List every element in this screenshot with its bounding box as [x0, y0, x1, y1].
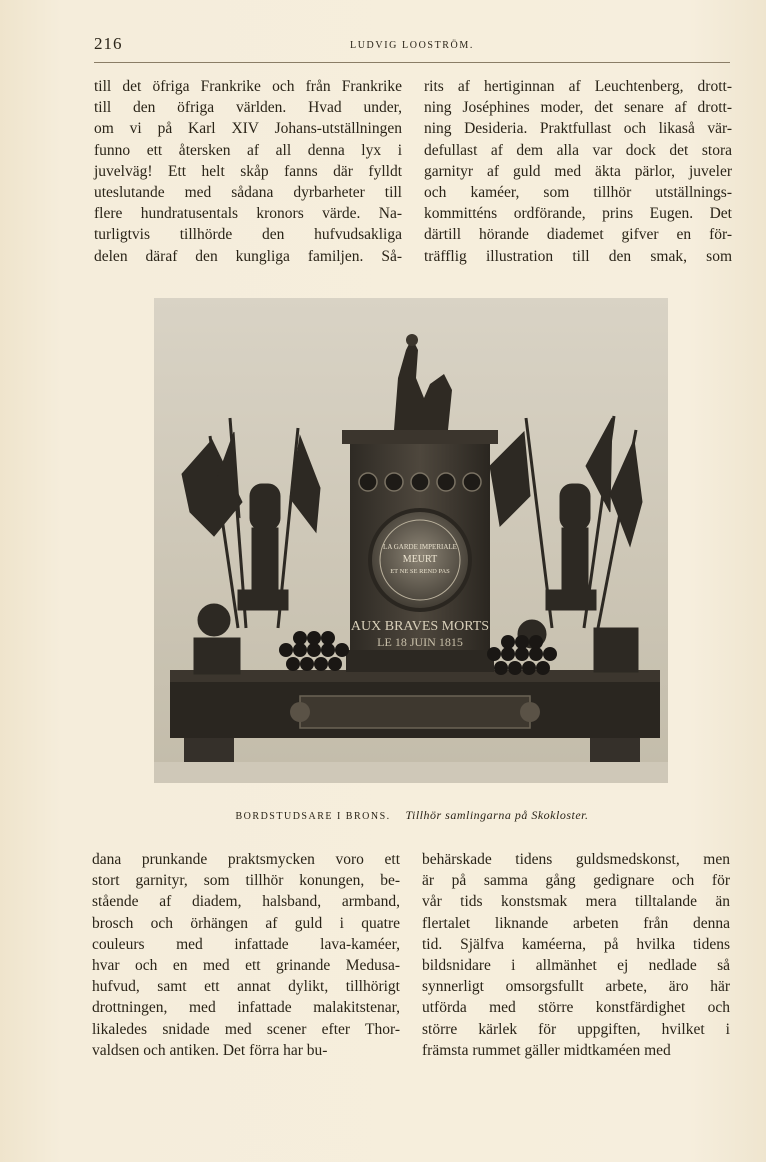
caption-source: Tillhör samlingarna på Skokloster.	[405, 808, 589, 822]
text-line: brosch och örhängen af guld i quatre	[92, 914, 400, 932]
text-line: till det öfriga Frankrike och från Frankrike	[94, 78, 402, 95]
text-line: bildsnidare i allmänhet ej nedlade så	[422, 957, 730, 975]
page-number: 216	[94, 34, 123, 53]
text-line: likaledes snidade med scener efter Thor-	[92, 1020, 400, 1038]
text-line: därtill hörande diademet gifver en för-	[424, 226, 732, 244]
running-head: LUDVIG LOOSTRÖM.	[350, 40, 474, 51]
text-line: turligtvis tillhörde den hufvudsakliga	[94, 226, 402, 244]
text-line: större kärlek för uppgiften, hvilket i	[422, 1020, 730, 1038]
text-line: flertalet liknande arbeten från denna	[422, 914, 730, 932]
bronze-centrepiece-illustration	[154, 298, 668, 783]
text-line: vår tids konstsmak mera tilltalande än	[422, 893, 730, 911]
caption-label: BORDSTUDSARE I BRONS.	[235, 811, 391, 822]
text-line: hufvud, samt ett annat dylikt, tillhörigt	[92, 978, 400, 996]
text-line: juvelväg! Ett helt skåp fanns där fylldt	[94, 162, 402, 180]
plaque-text: ET NE SE REND PAS	[390, 568, 450, 575]
text-line: couleurs med infattade lava-kaméer,	[92, 935, 400, 953]
text-line: funno ett återsken af all denna lyx i	[94, 141, 402, 159]
text-line: och kaméer, som tillhör utställnings-	[424, 184, 732, 202]
inscription-text: LE 18 JUIN 1815	[377, 635, 463, 649]
text-line: ning Desideria. Praktfullast och likaså vär-	[424, 120, 732, 138]
text-line: främsta rummet gäller midtkaméen med	[422, 1041, 671, 1059]
text-line: uteslutande med sådana dyrbarheter till	[94, 184, 402, 202]
text-line: dana prunkande praktsmycken voro ett	[92, 851, 400, 868]
text-column-bottom-right	[422, 849, 730, 1061]
plaque-text: LA GARDE IMPERIALE	[383, 543, 457, 551]
text-line: utförda med större konstfärdighet och	[422, 999, 730, 1017]
text-line: behärskade tidens guldsmedskonst, men	[422, 851, 730, 868]
text-line: synnerligt omsorgsfullt arbete, äro här	[422, 978, 730, 996]
text-line: kommitténs ordförande, prins Eugen. Det	[424, 205, 732, 223]
text-line: garnityr af guld med äkta pärlor, juveler	[424, 162, 732, 180]
figure-bronze-centrepiece	[154, 298, 668, 783]
text-line: hvar och en med ett grinande Medusa-	[92, 957, 400, 975]
text-column-bottom-left	[92, 849, 400, 1061]
text-line: till den öfriga världen. Hvad under,	[94, 99, 402, 117]
text-line: stort garnityr, som tillhör konungen, be-	[92, 872, 400, 890]
text-column-top-right	[424, 76, 732, 267]
text-line: tid. Själfva kaméerna, på hvilka tidens	[422, 935, 730, 953]
text-line: om vi på Karl XIV Johans-utställningen	[94, 120, 402, 138]
header-rule	[94, 62, 730, 63]
text-line: defullast af dem alla var dock det stora	[424, 141, 732, 159]
text-line: rits af hertiginnan af Leuchtenberg, drott-	[424, 78, 732, 95]
text-line: ning Joséphines moder, det senare af drott-	[424, 99, 732, 117]
plaque-text: MEURT	[402, 554, 438, 565]
text-line: valdsen och antiken. Det förra har bu-	[92, 1041, 328, 1059]
text-line: stående af diadem, halsband, armband,	[92, 893, 400, 911]
text-line: flere hundratusentals kronors värde. Na-	[94, 205, 402, 223]
figure-caption	[94, 808, 730, 823]
text-line: drottningen, med infattade malakitstenar,	[92, 999, 400, 1017]
text-column-top-left	[94, 76, 402, 267]
text-line: träfflig illustration till den smak, som	[424, 247, 732, 265]
page-header	[94, 34, 730, 56]
inscription-text: AUX BRAVES MORTS	[350, 619, 490, 634]
text-line: delen däraf den kungliga familjen. Så-	[94, 247, 402, 265]
text-line: är på samma gång gedignare och för	[422, 872, 730, 890]
